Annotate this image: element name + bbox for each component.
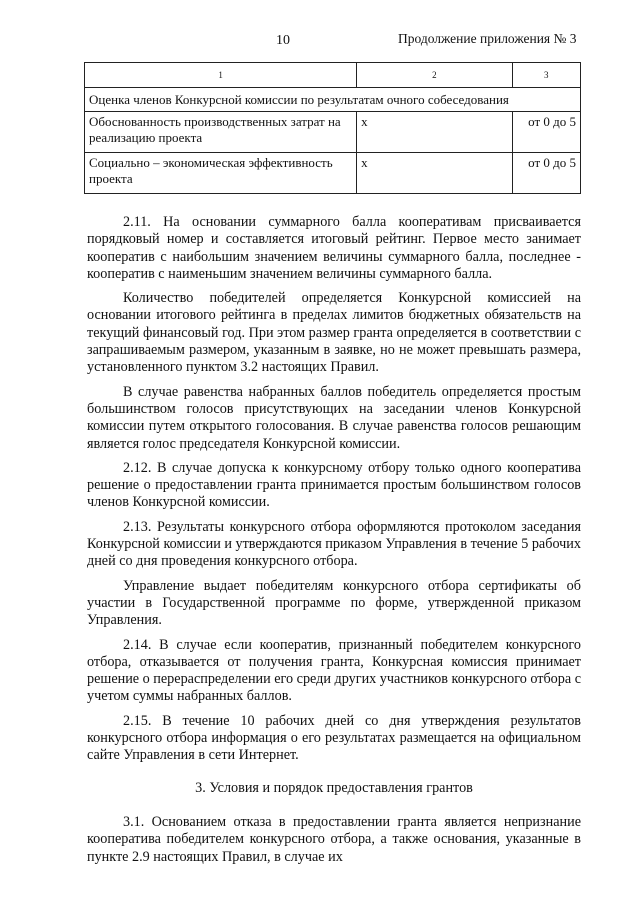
- appendix-continuation-label: Продолжение приложения № 3: [398, 31, 577, 46]
- document-body: [87, 214, 581, 873]
- page-number: 10: [276, 33, 290, 48]
- score-cell: от 0 до 5: [512, 153, 580, 194]
- column-number-2: 2: [357, 63, 512, 88]
- paragraph-2-13: 2.13. Результаты конкурсного отбора оформляются протоколом заседания Конкурсной комиссии и утверждаются приказом Управления в течение 5 рабочих дней со дня проведения конкурсного отбора.: [87, 518, 581, 570]
- column-number-3: 3: [512, 63, 580, 88]
- criterion-cell: Обоснованность производственных затрат на реализацию проекта: [85, 112, 357, 153]
- table-section-row: [85, 88, 581, 112]
- table-section-title: Оценка членов Конкурсной комиссии по результатам очного собеседования: [85, 88, 581, 112]
- table-header-row: [85, 63, 581, 88]
- criteria-table: [84, 62, 581, 194]
- score-cell: от 0 до 5: [512, 112, 580, 153]
- column-number-1: 1: [85, 63, 357, 88]
- paragraph-2-12: 2.12. В случае допуска к конкурсному отбору только одного кооператива решение о предоставлении гранта принимается простым большинством голосов членов Конкурсной комиссии.: [87, 459, 581, 511]
- mark-cell: x: [357, 153, 512, 194]
- paragraph-certificates: Управление выдает победителям конкурсного отбора сертификаты об участии в Государственной программе по форме, утвержденной приказом Управления.: [87, 577, 581, 629]
- paragraph-3-1: 3.1. Основанием отказа в предоставлении гранта является непризнание кооператива победителем конкурсного отбора, а также основания, указанные в пункте 2.9 настоящих Правил, в случае их: [87, 813, 581, 865]
- table-row: [85, 153, 581, 194]
- paragraph-2-15: 2.15. В течение 10 рабочих дней со дня утверждения результатов конкурсного отбора информация о его результатах размещается на официальном сайте Управления в сети Интернет.: [87, 712, 581, 764]
- mark-cell: x: [357, 112, 512, 153]
- criterion-cell: Социально – экономическая эффективность проекта: [85, 153, 357, 194]
- paragraph-winners-count: Количество победителей определяется Конкурсной комиссией на основании итогового рейтинга в пределах лимитов бюджетных обязательств на текущий финансовый год. При этом размер гранта определяется в соответствии с запрашиваемым размером, указанным в заявке, но не может превышать размера, установленного пунктом 3.2 настоящих Правил.: [87, 290, 581, 376]
- paragraph-tie-break: В случае равенства набранных баллов победитель определяется простым большинством голосов присутствующих на заседании членов Конкурсной комиссии путем открытого голосования. В случае равенства голосов решающим является голос председателя Конкурсной комиссии.: [87, 383, 581, 452]
- table-row: [85, 112, 581, 153]
- paragraph-2-14: 2.14. В случае если кооператив, признанный победителем конкурсного отбора, отказывается от получения гранта, Конкурсная комиссия принимает решение о перераспределении его среди других участников конкурсного отбора с учетом суммы набранных баллов.: [87, 636, 581, 705]
- paragraph-2-11: 2.11. На основании суммарного балла кооперативам присваивается порядковый номер и составляется итоговый рейтинг. Первое место занимает кооператив с наибольшим значением величины суммарного балла, последнее - кооператив с наименьшим значением величины суммарного балла.: [87, 214, 581, 282]
- section-heading: 3. Условия и порядок предоставления грантов: [195, 779, 473, 796]
